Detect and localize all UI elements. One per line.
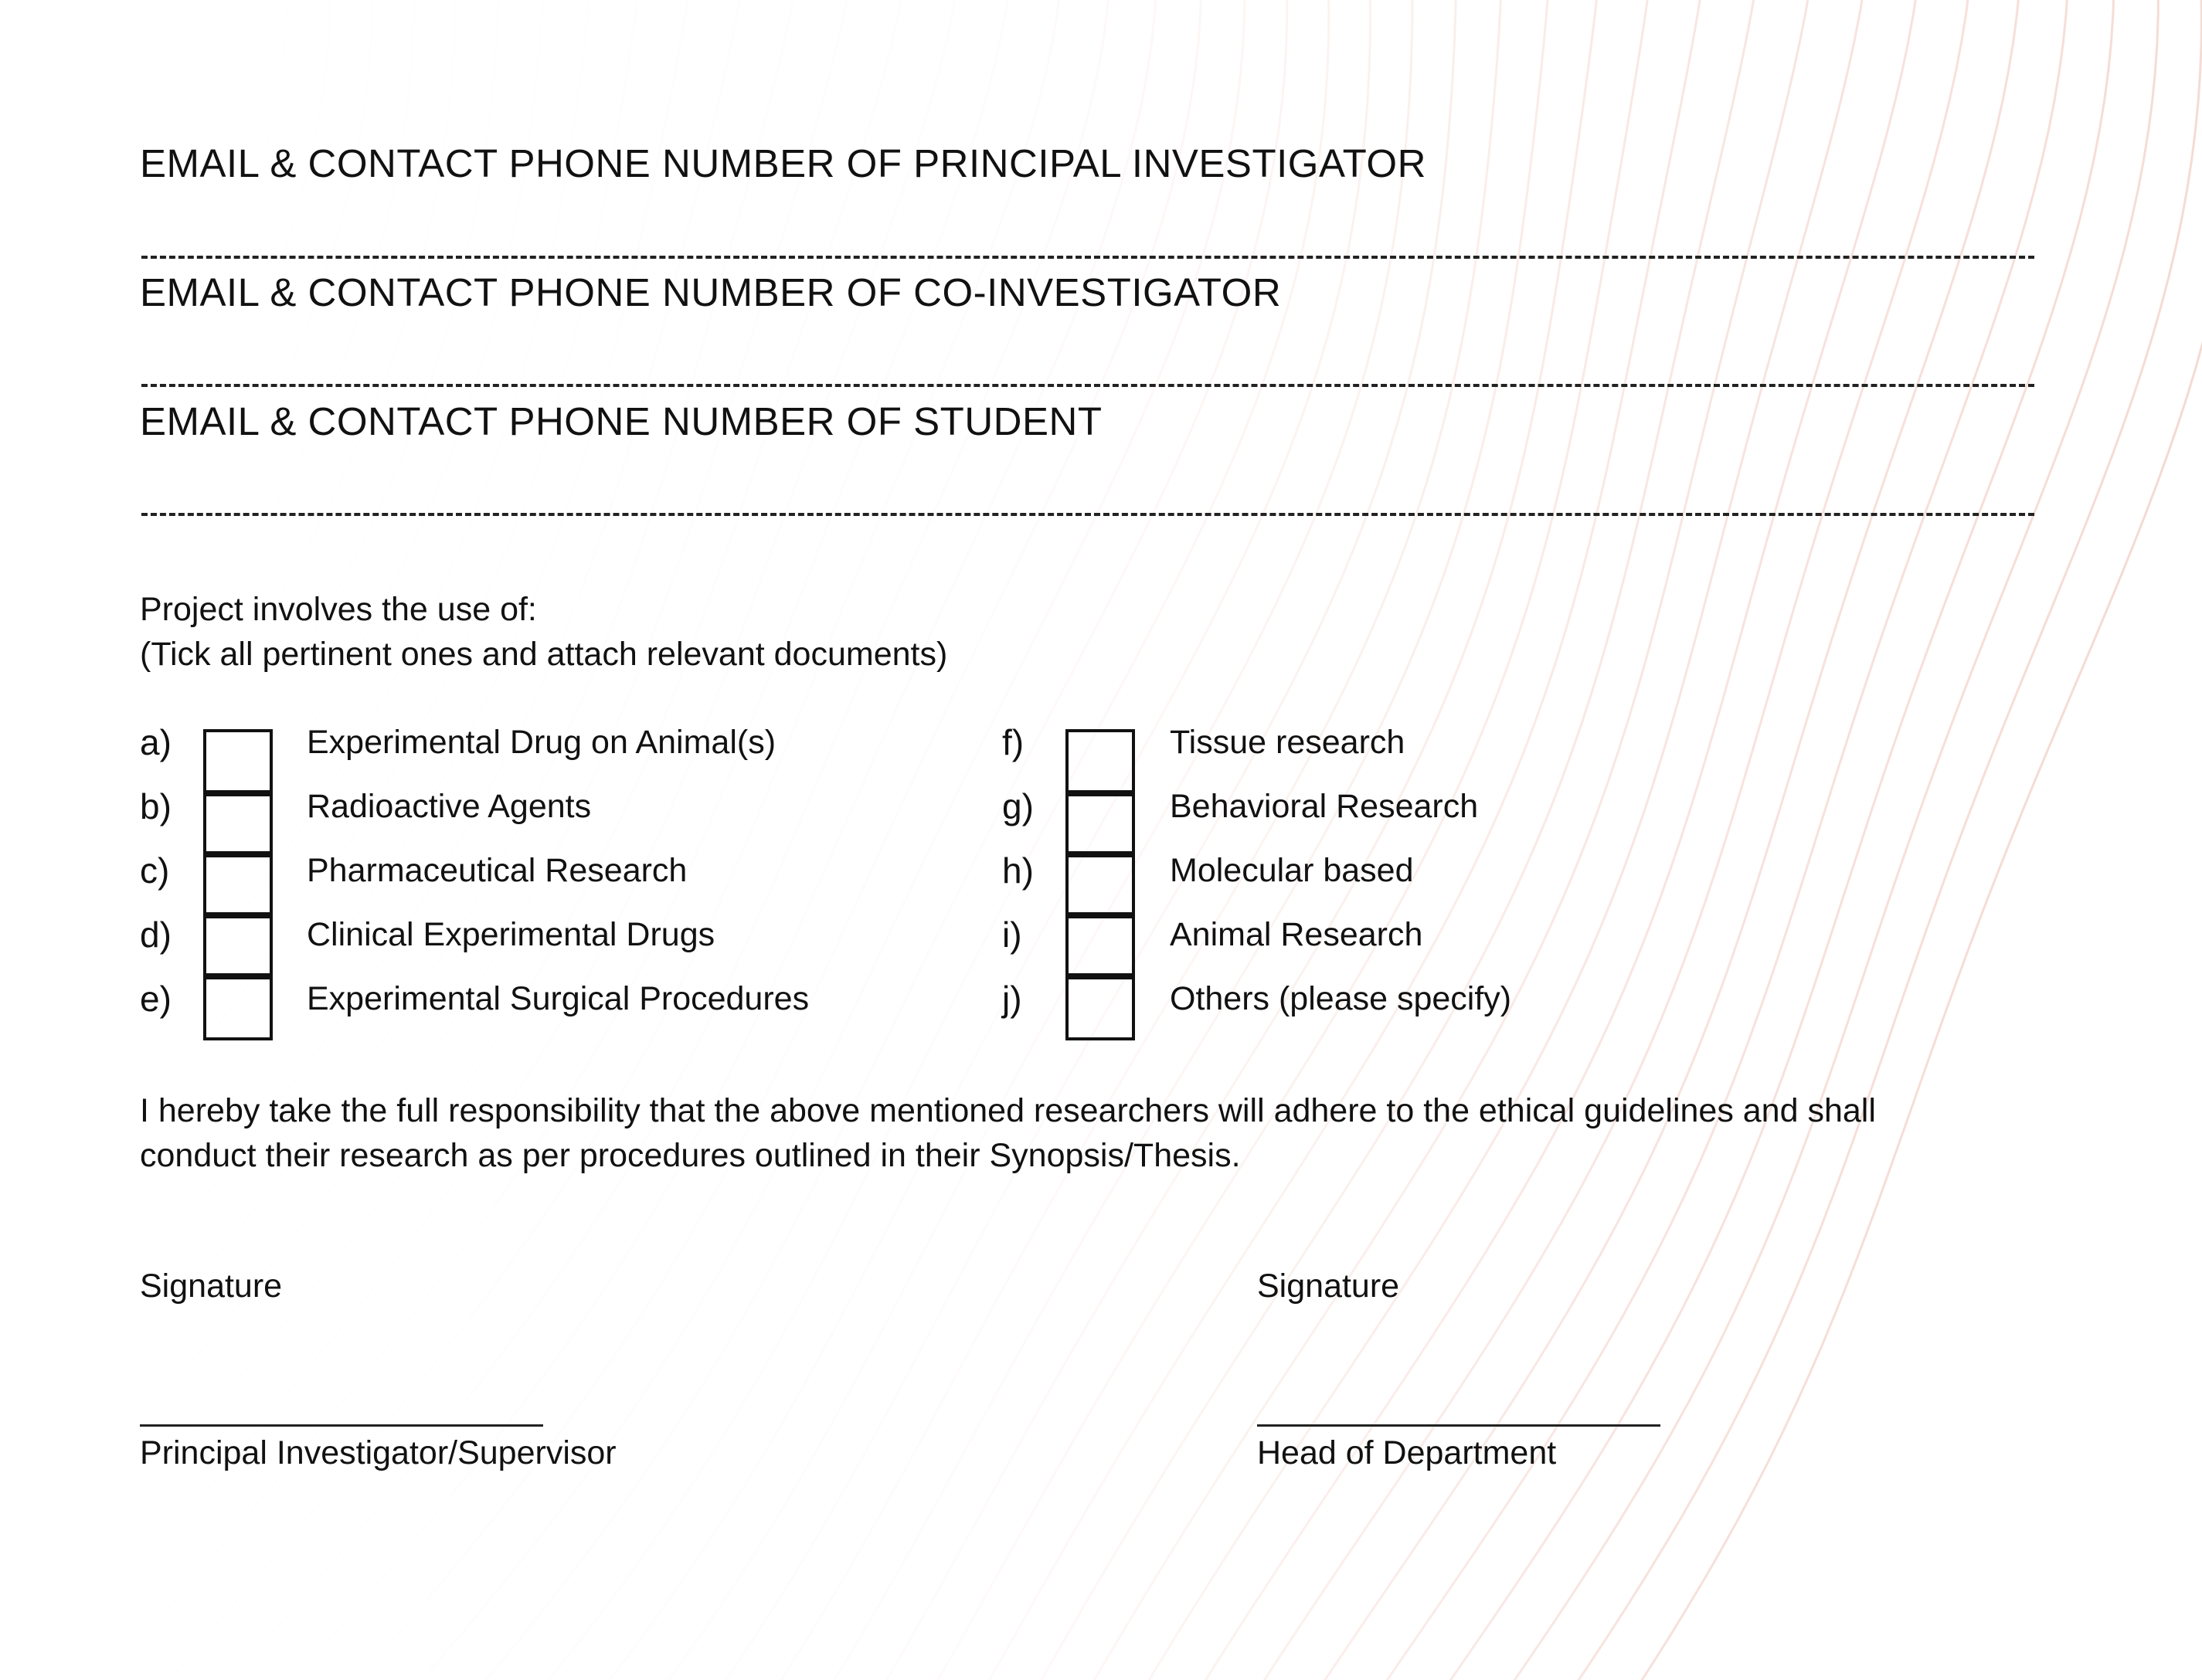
- option-letter-f: f): [1002, 722, 1025, 762]
- signature-line-principal-investigator[interactable]: [140, 1424, 543, 1427]
- checkbox-experimental-surgical-procedures[interactable]: [203, 973, 273, 1040]
- checkbox-pharmaceutical-research[interactable]: [203, 851, 273, 918]
- signature-line-head-of-department[interactable]: [1257, 1424, 1660, 1427]
- option-letter-h: h): [1002, 850, 1034, 891]
- student-contact-field[interactable]: [141, 513, 2034, 516]
- option-label-behavioral-research: Behavioral Research: [1170, 788, 1479, 825]
- option-label-molecular-based: Molecular based: [1170, 852, 1414, 889]
- option-label-clinical-experimental-drugs: Clinical Experimental Drugs: [307, 916, 715, 953]
- option-letter-j: j): [1002, 979, 1022, 1019]
- option-letter-e: e): [140, 979, 172, 1019]
- project-intro: Project involves the use of:: [140, 591, 537, 628]
- declaration-line-1: I hereby take the full responsibility that the above mentioned researchers will adhere to the ethical guidelines and shall: [140, 1092, 1876, 1129]
- option-label-experimental-surgical-procedures: Experimental Surgical Procedures: [307, 980, 810, 1017]
- option-label-tissue-research: Tissue research: [1170, 724, 1405, 761]
- option-letter-i: i): [1002, 915, 1022, 955]
- option-letter-b: b): [140, 786, 172, 826]
- signature-label-right: Signature: [1257, 1268, 1400, 1305]
- principal-investigator-contact-field[interactable]: [141, 256, 2034, 259]
- option-label-pharmaceutical-research: Pharmaceutical Research: [307, 852, 688, 889]
- checkbox-experimental-drug-on-animals[interactable]: [203, 729, 273, 796]
- project-instruction: (Tick all pertinent ones and attach relevant documents): [140, 636, 948, 673]
- checkbox-clinical-experimental-drugs[interactable]: [203, 912, 273, 979]
- option-label-radioactive-agents: Radioactive Agents: [307, 788, 592, 825]
- co-investigator-contact-label: EMAIL & CONTACT PHONE NUMBER OF CO-INVESTIGATOR: [140, 270, 1282, 314]
- signature-role-head-of-department: Head of Department: [1257, 1434, 1557, 1471]
- checkbox-tissue-research[interactable]: [1065, 729, 1135, 796]
- signature-label-left: Signature: [140, 1268, 283, 1305]
- checkbox-molecular-based[interactable]: [1065, 851, 1135, 918]
- option-letter-c: c): [140, 850, 170, 891]
- checkbox-radioactive-agents[interactable]: [203, 790, 273, 857]
- student-contact-label: EMAIL & CONTACT PHONE NUMBER OF STUDENT: [140, 399, 1103, 443]
- co-investigator-contact-field[interactable]: [141, 384, 2034, 387]
- signature-role-principal-investigator: Principal Investigator/Supervisor: [140, 1434, 617, 1471]
- checkbox-animal-research[interactable]: [1065, 912, 1135, 979]
- declaration-line-2: conduct their research as per procedures outlined in their Synopsis/Thesis.: [140, 1137, 1241, 1174]
- checkbox-others[interactable]: [1065, 973, 1135, 1040]
- option-label-animal-research: Animal Research: [1170, 916, 1423, 953]
- option-label-experimental-drug-on-animals: Experimental Drug on Animal(s): [307, 724, 776, 761]
- principal-investigator-contact-label: EMAIL & CONTACT PHONE NUMBER OF PRINCIPAL INVESTIGATOR: [140, 141, 1426, 185]
- declaration-paragraph: [140, 1088, 2071, 1178]
- option-letter-d: d): [140, 915, 172, 955]
- option-label-others: Others (please specify): [1170, 980, 1512, 1017]
- option-letter-g: g): [1002, 786, 1034, 826]
- checkbox-behavioral-research[interactable]: [1065, 790, 1135, 857]
- option-letter-a: a): [140, 722, 172, 762]
